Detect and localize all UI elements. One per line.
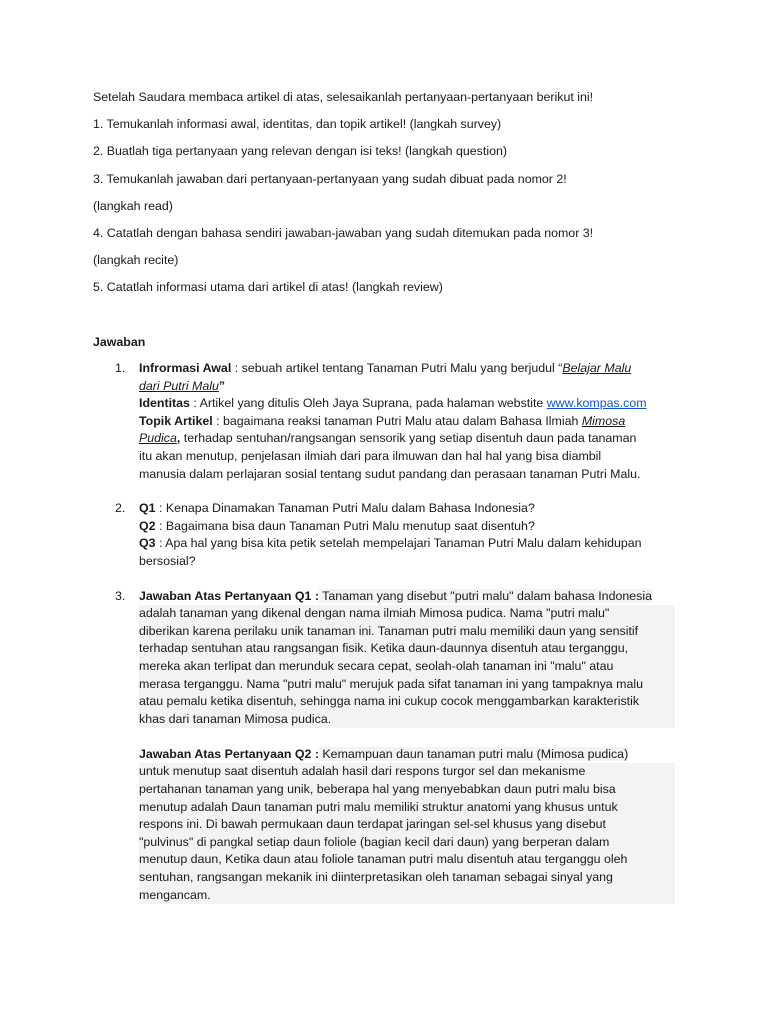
item-number: 2. — [115, 501, 126, 516]
answer-q2-line — [139, 746, 675, 764]
website-link[interactable]: www.kompas.com — [546, 396, 647, 411]
article-title-part1: Belajar Malu — [562, 361, 632, 375]
answers-list — [115, 360, 675, 904]
topic-text-2: terhadap sentuhan/rangsangan sensorik yang setiap disentuh daun pada tanaman — [180, 431, 637, 446]
q3-label: Q3 — [139, 536, 156, 551]
answer-q2-label: Jawaban Atas Pertanyaan Q2 : — [139, 746, 319, 761]
answer-q2-text: Kemampuan daun tanaman putri malu (Mimosa pudica) — [318, 746, 629, 761]
info-label: Infrormasi Awal — [139, 361, 232, 375]
q2-text: : Bagaimana bisa daun Tanaman Putri Malu menutup saat disentuh? — [155, 518, 535, 533]
instruction-5: 5. Catatlah informasi utama dari artikel di atas! (langkah review) — [93, 280, 443, 295]
answer-item-1 — [115, 360, 675, 483]
answer-q2-line: pertahanan tanaman yang unik, beberapa hal yang menyebabkan daun putri malu bisa — [139, 781, 675, 799]
answer-q2-line: untuk menutup saat disentuh adalah hasil dari respons turgor sel dan mekanisme — [139, 763, 675, 781]
question-3-cont: bersosial? — [139, 553, 196, 568]
scientific-name-part2: Pudica — [139, 431, 177, 446]
answer-q1-line: mereka akan terlipat dan merunduk secara cepat, seolah-olah tanaman ini "malu" atau — [139, 658, 675, 676]
q2-label: Q2 — [139, 518, 156, 533]
answer-q2-line: respons ini. Di bawah permukaan daun terdapat jaringan sel-sel khusus yang disebut — [139, 816, 675, 834]
info-text: : sebuah artikel tentang Tanaman Putri Malu yang berjudul “ — [231, 361, 563, 375]
question-1 — [139, 500, 675, 518]
instruction-4: 4. Catatlah dengan bahasa sendiri jawaban-jawaban yang sudah ditemukan pada nomor 3! — [93, 225, 594, 240]
topic-line-2 — [139, 430, 675, 448]
answer-q2-line: "pulvinus" di pangkal setiap daun foliole (bagian kecil dari daun) yang berperan dalam — [139, 834, 675, 852]
info-line — [139, 360, 675, 378]
instruction-intro: Setelah Saudara membaca artikel di atas, selesaikanlah pertanyaan-pertanyaan berikut ini! — [93, 90, 594, 104]
instructions — [93, 88, 693, 296]
instruction-3-step: (langkah read) — [93, 198, 173, 213]
answer-item-2 — [115, 500, 675, 570]
instruction-1: 1. Temukanlah informasi awal, identitas, dan topik artikel! (langkah survey) — [93, 117, 502, 132]
topic-text-1: : bagaimana reaksi tanaman Putri Malu atau dalam Bahasa Ilmiah — [212, 413, 582, 428]
answer-q1-line: merasa terganggu. Nama "putri malu" merujuk pada sifat tanaman ini yang tampaknya malu — [139, 676, 675, 694]
answer-q2-line: menutup daun, Ketika daun atau foliole tanaman putri malu disentuh atau terganggu oleh — [139, 851, 675, 869]
answer-q2-line: sentuhan, rangsangan mekanik ini diinterpretasikan oleh tanaman sebagai sinyal yang — [139, 869, 675, 887]
q1-text: : Kenapa Dinamakan Tanaman Putri Malu dalam Bahasa Indonesia? — [155, 501, 535, 516]
item-number: 3. — [115, 588, 126, 603]
answer-q1-label: Jawaban Atas Pertanyaan Q1 : — [139, 588, 319, 603]
answer-q1-line: atau pemalu ketika disentuh, sehingga nama ini cukup cocok menggambarkan karakteristik — [139, 693, 675, 711]
q1-label: Q1 — [139, 501, 156, 516]
answer-q2-line: mengancam. — [139, 887, 675, 905]
question-3 — [139, 535, 675, 553]
item-number: 1. — [115, 361, 126, 375]
identity-text: : Artikel yang ditulis Oleh Jaya Suprana, pada halaman webstite — [189, 396, 547, 411]
identity-label: Identitas — [139, 396, 190, 411]
identity-line — [139, 395, 675, 413]
title-close-quote: ” — [218, 378, 226, 393]
answer-q1-line — [139, 588, 675, 606]
answer-q1-line: terhadap sentuhan atau rangsangan fisik. Ketika daun-daunnya disentuh atau terganggu, — [139, 640, 675, 658]
paragraph-gap — [139, 728, 675, 746]
scientific-name-part1: Mimosa — [581, 413, 626, 428]
topic-line-3: itu akan menutup, penjelasan ilmiah dari para ilmuwan dan hal hal yang bisa diambil — [139, 448, 602, 463]
topic-line — [139, 413, 675, 431]
instruction-4-step: (langkah recite) — [93, 253, 179, 268]
instruction-3: 3. Temukanlah jawaban dari pertanyaan-pertanyaan yang sudah dibuat pada nomor 2! — [93, 171, 567, 186]
q3-text: : Apa hal yang bisa kita petik setelah mempelajari Tanaman Putri Malu dalam kehidupan — [155, 536, 642, 551]
article-title-part2: dari Putri Malu — [139, 378, 219, 393]
answer-q1-line: khas dari tanaman Mimosa pudica. — [139, 711, 675, 729]
answer-item-3 — [115, 588, 675, 905]
answer-q1-text: Tanaman yang disebut "putri malu" dalam bahasa Indonesia — [318, 588, 652, 603]
topic-label: Topik Artikel — [139, 413, 213, 428]
instruction-2: 2. Buatlah tiga pertanyaan yang relevan dengan isi teks! (langkah question) — [93, 144, 507, 159]
answers-heading: Jawaban — [93, 335, 146, 349]
topic-comma: , — [176, 431, 181, 446]
answer-q2-line: menutup adalah Daun tanaman putri malu memiliki struktur anatomi yang khusus untuk — [139, 799, 675, 817]
answer-q1-line: adalah tanaman yang dikenal dengan nama ilmiah Mimosa pudica. Nama "putri malu" — [139, 605, 675, 623]
info-line-2 — [139, 378, 675, 396]
answer-q1-line: diberikan karena perilaku unik tanaman ini. Tanaman putri malu memiliki daun yang sensitif — [139, 623, 675, 641]
topic-line-4: manusia dalam perlajaran sosial tentang sudut pandang dan perasaan tanaman Putri Malu. — [139, 466, 641, 481]
question-2 — [139, 518, 675, 536]
